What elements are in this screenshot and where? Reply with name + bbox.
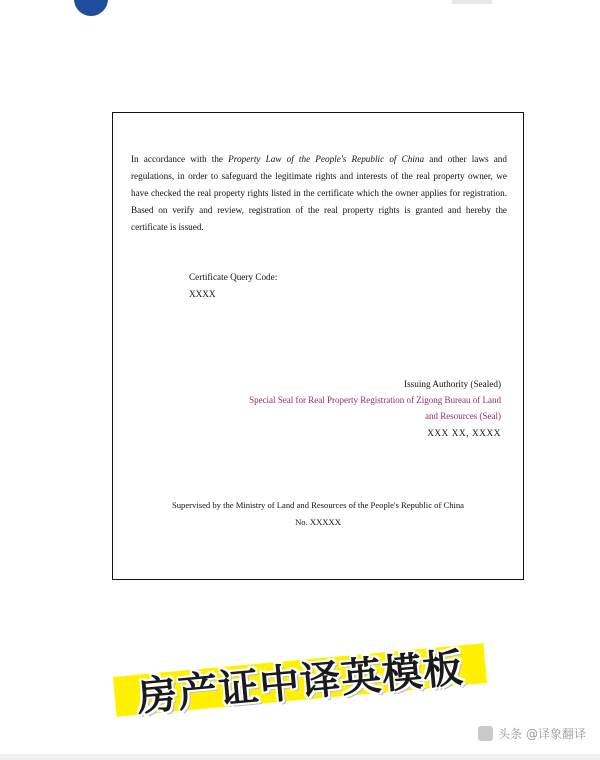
watermark: [478, 725, 586, 742]
certificate-number: No. XXXXX: [295, 517, 341, 528]
special-seal-line-2: and Resources (Seal): [425, 411, 501, 422]
app-logo-icon: [478, 726, 493, 741]
statement-text-after-italic: and other laws and regulations, in order to safeguard the legitimate rights and interests of the real property owner, we have checked the real property rights listed in the certificate which the owner applies for registration. Based on verify and review, registration of the real property rights is granted and hereby the certificate is issued.: [131, 154, 507, 233]
page-bottom-edge: [0, 754, 600, 760]
certificate-statement-paragraph: [131, 151, 507, 236]
issuing-date: XXX XX, XXXX: [427, 427, 501, 438]
issuing-authority-block: [211, 376, 501, 442]
query-code-value: XXXX: [189, 289, 216, 300]
top-right-strip: [452, 0, 492, 4]
statement-text-before-italic: In accordance with the: [131, 154, 229, 164]
certificate-footer-block: [113, 497, 523, 531]
query-code-label: Certificate Query Code:: [189, 272, 278, 282]
issuing-authority-label: Issuing Authority (Sealed): [404, 379, 501, 389]
supervisor-line: Supervised by the Ministry of Land and Resources of the People's Republic of China: [171, 500, 464, 510]
headline-banner: [104, 644, 496, 721]
top-blue-badge-icon: [74, 0, 108, 16]
special-seal-line-1: Special Seal for Real Property Registration of Zigong Bureau of Land: [249, 395, 501, 406]
statement-law-title: Property Law of the People's Republic of China: [228, 154, 425, 164]
headline-text: 房产证中译英模板: [134, 644, 466, 721]
certificate-document-page: [112, 112, 524, 580]
certificate-query-block: [189, 269, 277, 304]
watermark-text: 头条 @译象翻译: [498, 727, 586, 741]
